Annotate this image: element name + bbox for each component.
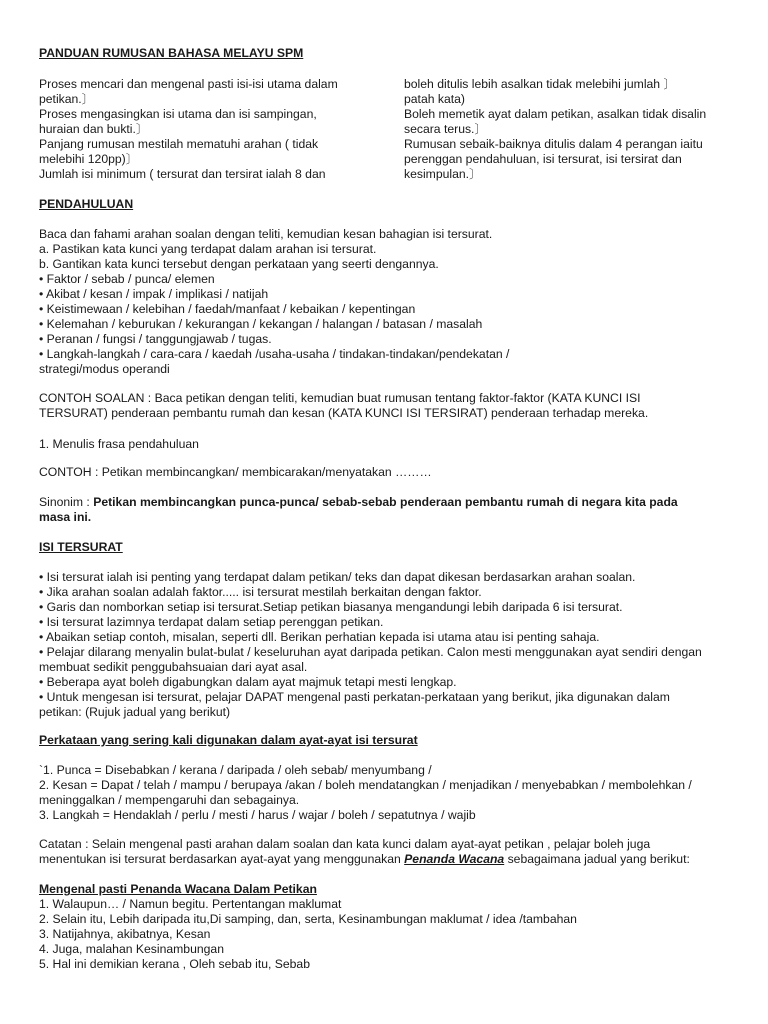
intro-left-line: Jumlah isi minimum ( tersurat dan tersirat ialah 8 dan bbox=[39, 167, 326, 181]
perkataan-line: 2. Kesan = Dapat / telah / mampu / berupaya /akan / boleh mendatangkan / menjadikan / menyebabkan / membolehkan / bbox=[39, 778, 692, 792]
catatan-text: menentukan isi tersurat berdasarkan ayat-ayat yang menggunakan bbox=[39, 852, 405, 866]
contoh-soalan-line: CONTOH SOALAN : Baca petikan dengan teliti, kemudian buat rumusan tentang faktor-faktor (KATA KUNCI ISI bbox=[39, 391, 641, 405]
perkataan-line: meninggalkan / mempengaruhi dan sebagainya. bbox=[39, 793, 300, 807]
penanda-line: 2. Selain itu, Lebih daripada itu,Di samping, dan, serta, Kesinambungan maklumat / idea /tambahan bbox=[39, 912, 577, 926]
document-title: PANDUAN RUMUSAN BAHASA MELAYU SPM bbox=[39, 46, 304, 60]
intro-left-line: huraian dan bukti.〕 bbox=[39, 122, 149, 136]
intro-left-line: melebihi 120pp)〕 bbox=[39, 152, 138, 166]
pendahuluan-line: • Akibat / kesan / impak / implikasi / natijah bbox=[39, 287, 269, 301]
isi-tersurat-line: membuat sedikit penggubahsuaian dari ayat asal. bbox=[39, 660, 308, 674]
catatan-line: Catatan : Selain mengenal pasti arahan dalam soalan dan kata kunci dalam ayat-ayat petikan , pelajar boleh juga bbox=[39, 837, 651, 851]
penanda-line: 1. Walaupun… / Namun begitu. Pertentangan maklumat bbox=[39, 897, 342, 911]
penanda-heading: Mengenal pasti Penanda Wacana Dalam Petikan bbox=[39, 882, 317, 896]
sinonim-text-cont: masa ini. bbox=[39, 510, 92, 524]
pendahuluan-line: a. Pastikan kata kunci yang terdapat dalam arahan isi tersurat. bbox=[39, 242, 377, 256]
step-1: 1. Menulis frasa pendahuluan bbox=[39, 437, 199, 451]
intro-right-line: boleh ditulis lebih asalkan tidak melebihi jumlah 〕 bbox=[404, 77, 676, 91]
intro-left-line: Proses mencari dan mengenal pasti isi-isi utama dalam bbox=[39, 77, 338, 91]
intro-right-column bbox=[404, 77, 734, 182]
pendahuluan-line: Baca dan fahami arahan soalan dengan teliti, kemudian kesan bahagian isi tersurat. bbox=[39, 227, 493, 241]
intro-left-line: Proses mengasingkan isi utama dan isi sampingan, bbox=[39, 107, 317, 121]
sinonim-label: Sinonim : bbox=[39, 495, 94, 509]
perkataan-line: `1. Punca = Disebabkan / kerana / daripada / oleh sebab/ menyumbang / bbox=[39, 763, 432, 777]
isi-tersurat-body bbox=[39, 570, 702, 720]
contoh-line: CONTOH : Petikan membincangkan/ membicarakan/menyatakan ……… bbox=[39, 465, 432, 479]
sinonim-text: Petikan membincangkan punca-punca/ sebab-sebab penderaan pembantu rumah di negara kita pada bbox=[93, 495, 678, 509]
isi-tersurat-line: • Beberapa ayat boleh digabungkan dalam ayat majmuk tetapi mesti lengkap. bbox=[39, 675, 457, 689]
pendahuluan-line: • Kelemahan / keburukan / kekurangan / kekangan / halangan / batasan / masalah bbox=[39, 317, 483, 331]
isi-tersurat-line: • Jika arahan soalan adalah faktor..... isi tersurat mestilah berkaitan dengan faktor. bbox=[39, 585, 482, 599]
intro-right-line: secara terus.〕 bbox=[404, 122, 487, 136]
intro-left-line: Panjang rumusan mestilah mematuhi arahan ( tidak bbox=[39, 137, 319, 151]
intro-left-column bbox=[39, 77, 379, 182]
isi-tersurat-line: • Pelajar dilarang menyalin bulat-bulat / keseluruhan ayat daripada petikan. Calon mesti menggunakan ayat sendiri dengan bbox=[39, 645, 702, 659]
penanda-line: 3. Natijahnya, akibatnya, Kesan bbox=[39, 927, 211, 941]
contoh-soalan bbox=[39, 391, 648, 421]
penanda-wacana-emphasis: Penanda Wacana bbox=[404, 852, 505, 866]
isi-tersurat-line: petikan: (Rujuk jadual yang berikut) bbox=[39, 705, 231, 719]
isi-tersurat-line: • Garis dan nomborkan setiap isi tersurat.Setiap petikan biasanya mengandungi lebih daripada 6 isi tersurat. bbox=[39, 600, 623, 614]
isi-tersurat-line: • Untuk mengesan isi tersurat, pelajar DAPAT mengenal pasti perkatan-perkataan yang berikut, jika digunakan dalam bbox=[39, 690, 670, 704]
catatan bbox=[39, 837, 690, 867]
pendahuluan-line: • Peranan / fungsi / tanggungjawab / tugas. bbox=[39, 332, 272, 346]
intro-right-line: Boleh memetik ayat dalam petikan, asalkan tidak disalin bbox=[404, 107, 707, 121]
intro-left-line: petikan.〕 bbox=[39, 92, 94, 106]
pendahuluan-line: • Faktor / sebab / punca/ elemen bbox=[39, 272, 215, 286]
isi-tersurat-line: • Isi tersurat lazimnya terdapat dalam setiap perenggan petikan. bbox=[39, 615, 384, 629]
intro-right-line: patah kata) bbox=[404, 92, 465, 106]
perkataan-body bbox=[39, 763, 692, 823]
intro-right-line: perenggan pendahuluan, isi tersurat, isi tersirat dan bbox=[404, 152, 682, 166]
pendahuluan-line: b. Gantikan kata kunci tersebut dengan perkataan yang seerti dengannya. bbox=[39, 257, 439, 271]
penanda-line: 5. Hal ini demikian kerana , Oleh sebab itu, Sebab bbox=[39, 957, 310, 971]
intro-right-line: kesimpulan.〕 bbox=[404, 167, 482, 181]
penanda-line: 4. Juga, malahan Kesinambungan bbox=[39, 942, 224, 956]
pendahuluan-body bbox=[39, 227, 509, 377]
perkataan-heading: Perkataan yang sering kali digunakan dalam ayat-ayat isi tersurat bbox=[39, 733, 418, 747]
isi-tersurat-heading: ISI TERSURAT bbox=[39, 540, 123, 554]
catatan-text-end: sebagaimana jadual yang berikut: bbox=[504, 852, 690, 866]
contoh-soalan-line: TERSURAT) penderaan pembantu rumah dan kesan (KATA KUNCI ISI TERSIRAT) penderaan terhadap mereka. bbox=[39, 406, 649, 420]
pendahuluan-line: strategi/modus operandi bbox=[39, 362, 170, 376]
isi-tersurat-line: • Abaikan setiap contoh, misalan, seperti dll. Berikan perhatian kepada isi utama atau isi penting sahaja. bbox=[39, 630, 600, 644]
sinonim bbox=[39, 495, 678, 525]
pendahuluan-heading: PENDAHULUAN bbox=[39, 197, 134, 211]
perkataan-line: 3. Langkah = Hendaklah / perlu / mesti / harus / wajar / boleh / sepatutnya / wajib bbox=[39, 808, 476, 822]
penanda-body bbox=[39, 897, 577, 972]
pendahuluan-line: • Langkah-langkah / cara-cara / kaedah /usaha-usaha / tindakan-tindakan/pendekatan / bbox=[39, 347, 510, 361]
pendahuluan-line: • Keistimewaan / kelebihan / faedah/manfaat / kebaikan / kepentingan bbox=[39, 302, 416, 316]
isi-tersurat-line: • Isi tersurat ialah isi penting yang terdapat dalam petikan/ teks dan dapat dikesan berdasarkan arahan soalan. bbox=[39, 570, 636, 584]
intro-right-line: Rumusan sebaik-baiknya ditulis dalam 4 perangan iaitu bbox=[404, 137, 703, 151]
